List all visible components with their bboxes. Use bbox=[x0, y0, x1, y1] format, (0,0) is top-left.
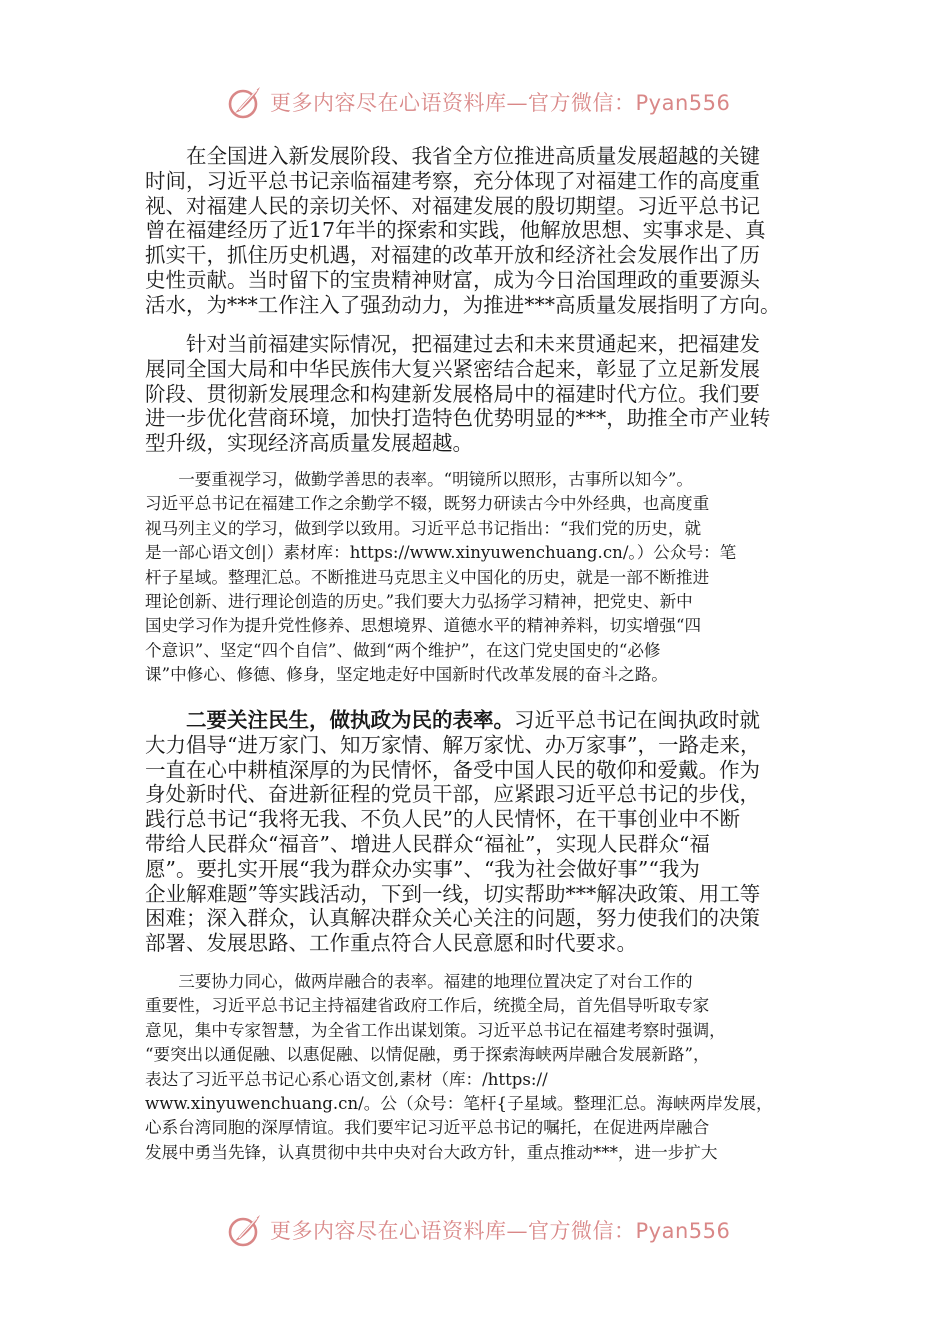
paragraph-4-lead: 二要关注民生，做执政为民的表率。 bbox=[186, 708, 514, 732]
paragraph-3: 一要重视学习，做勤学善思的表率。“明镜所以照形，古事所以知今”。 习近平总书记在福建工作之余勤学不辍，既努力研读古今中外经典，也高度重 视马列主义的学习，做到学以致用。习近平总书记指出：“我们党的历史，就 是一部心语文创|）素材库：https://www.xinyuwenchuang.cn/。）公众号：笔 杆子星域。整理汇总。不断推进马克思主义中国化的历史，就是一部不断推进 理论创新、进行理论创造的历史。”我们要大力弘扬学习精神，把党史、新中 国史学习作为提升党性修养、思想境界、道德水平的精神养料，切实增强“四 个意识”、坚定“四个自信”、做到“两个维护”，在这门党史国史的“必修 课”中修心、修德、修身，坚定地走好中国新时代改革发展的奋斗之路。 bbox=[145, 470, 737, 685]
watermark-banner-top bbox=[226, 82, 746, 122]
paragraph-1: 在全国进入新发展阶段、我省全方位推进高质量发展超越的关键 时间，习近平总书记亲临福建考察，充分体现了对福建工作的高度重 视、对福建人民的亲切关怀、对福建发展的殷切期望。习近平总书记 曾在福建经历了近17年半的探索和实践，他解放思想、实事求是、真 抓实干，抓住历史机遇，对福建的改革开放和经济社会发展作出了历 史性贡献。当时留下的宝贵精神财富，成为今日治国理政的重要源头 活水，为***工作注入了强劲动力，为推进***高质量发展指明了方向。 bbox=[145, 144, 781, 317]
paragraph-2: 针对当前福建实际情况，把福建过去和未来贯通起来，把福建发 展同全国大局和中华民族伟大复兴紧密结合起来，彰显了立足新发展 阶段、贯彻新发展理念和构建新发展格局中的福建时代方位。我们要 进一步优化营商环境，加快打造特色优势明显的***，助推全市产业转 型升级，实现经济高质量发展超越。 bbox=[145, 332, 771, 456]
watermark-banner-bottom bbox=[226, 1210, 746, 1250]
watermark-text: 更多内容尽在心语资料库—官方微信：Pyan556 bbox=[270, 91, 731, 115]
quill-pen-logo-icon bbox=[226, 1211, 264, 1249]
watermark-text: 更多内容尽在心语资料库—官方微信：Pyan556 bbox=[270, 1219, 731, 1243]
quill-pen-logo-icon bbox=[226, 83, 264, 121]
paragraph-5: 三要协力同心，做两岸融合的表率。福建的地理位置决定了对台工作的 重要性，习近平总书记主持福建省政府工作后，统揽全局，首先倡导听取专家 意见，集中专家智慧，为全省工作出谋划策。习近平总书记在福建考察时强调， “要突出以通促融、以惠促融、以情促融，勇于探索海峡两岸融合发展新路”， 表达了习近平总书记心系心语文创,素材（库：/https:// www.xinyuwenchuang.cn/。公（众号：笔杆{子星域。整理汇总。海峡两岸发展， 心系台湾同胞的深厚情谊。我们要牢记习近平总书记的嘱托，在促进两岸融合 发展中勇当先锋，认真贯彻中共中央对台大政方针，重点推动***，进一步扩大 bbox=[145, 972, 773, 1162]
paragraph-4: 二要关注民生，做执政为民的表率。习近平总书记在闽执政时就 大力倡导“进万家门、知万家情、解万家忧、办万家事”，一路走来， 一直在心中耕植深厚的为民情怀，备受中国人民的敬仰和爱戴。作为 身处新时代、奋进新征程的党员干部，应紧跟习近平总书记的步伐， 践行总书记“我将无我、不负人民”的人民情怀，在干事创业中不断 带给人民群众“福音”、增进人民群众“福祉”，实现人民群众“福 愿”。要扎实开展“我为群众办实事”、“我为社会做好事”“我为 企业解难题”等实践活动，下到一线，切实帮助***解决政策、用工等 困难；深入群众，认真解决群众关心关注的问题，努力使我们的决策 部署、发展思路、工作重点符合人民意愿和时代要求。 bbox=[145, 708, 761, 956]
